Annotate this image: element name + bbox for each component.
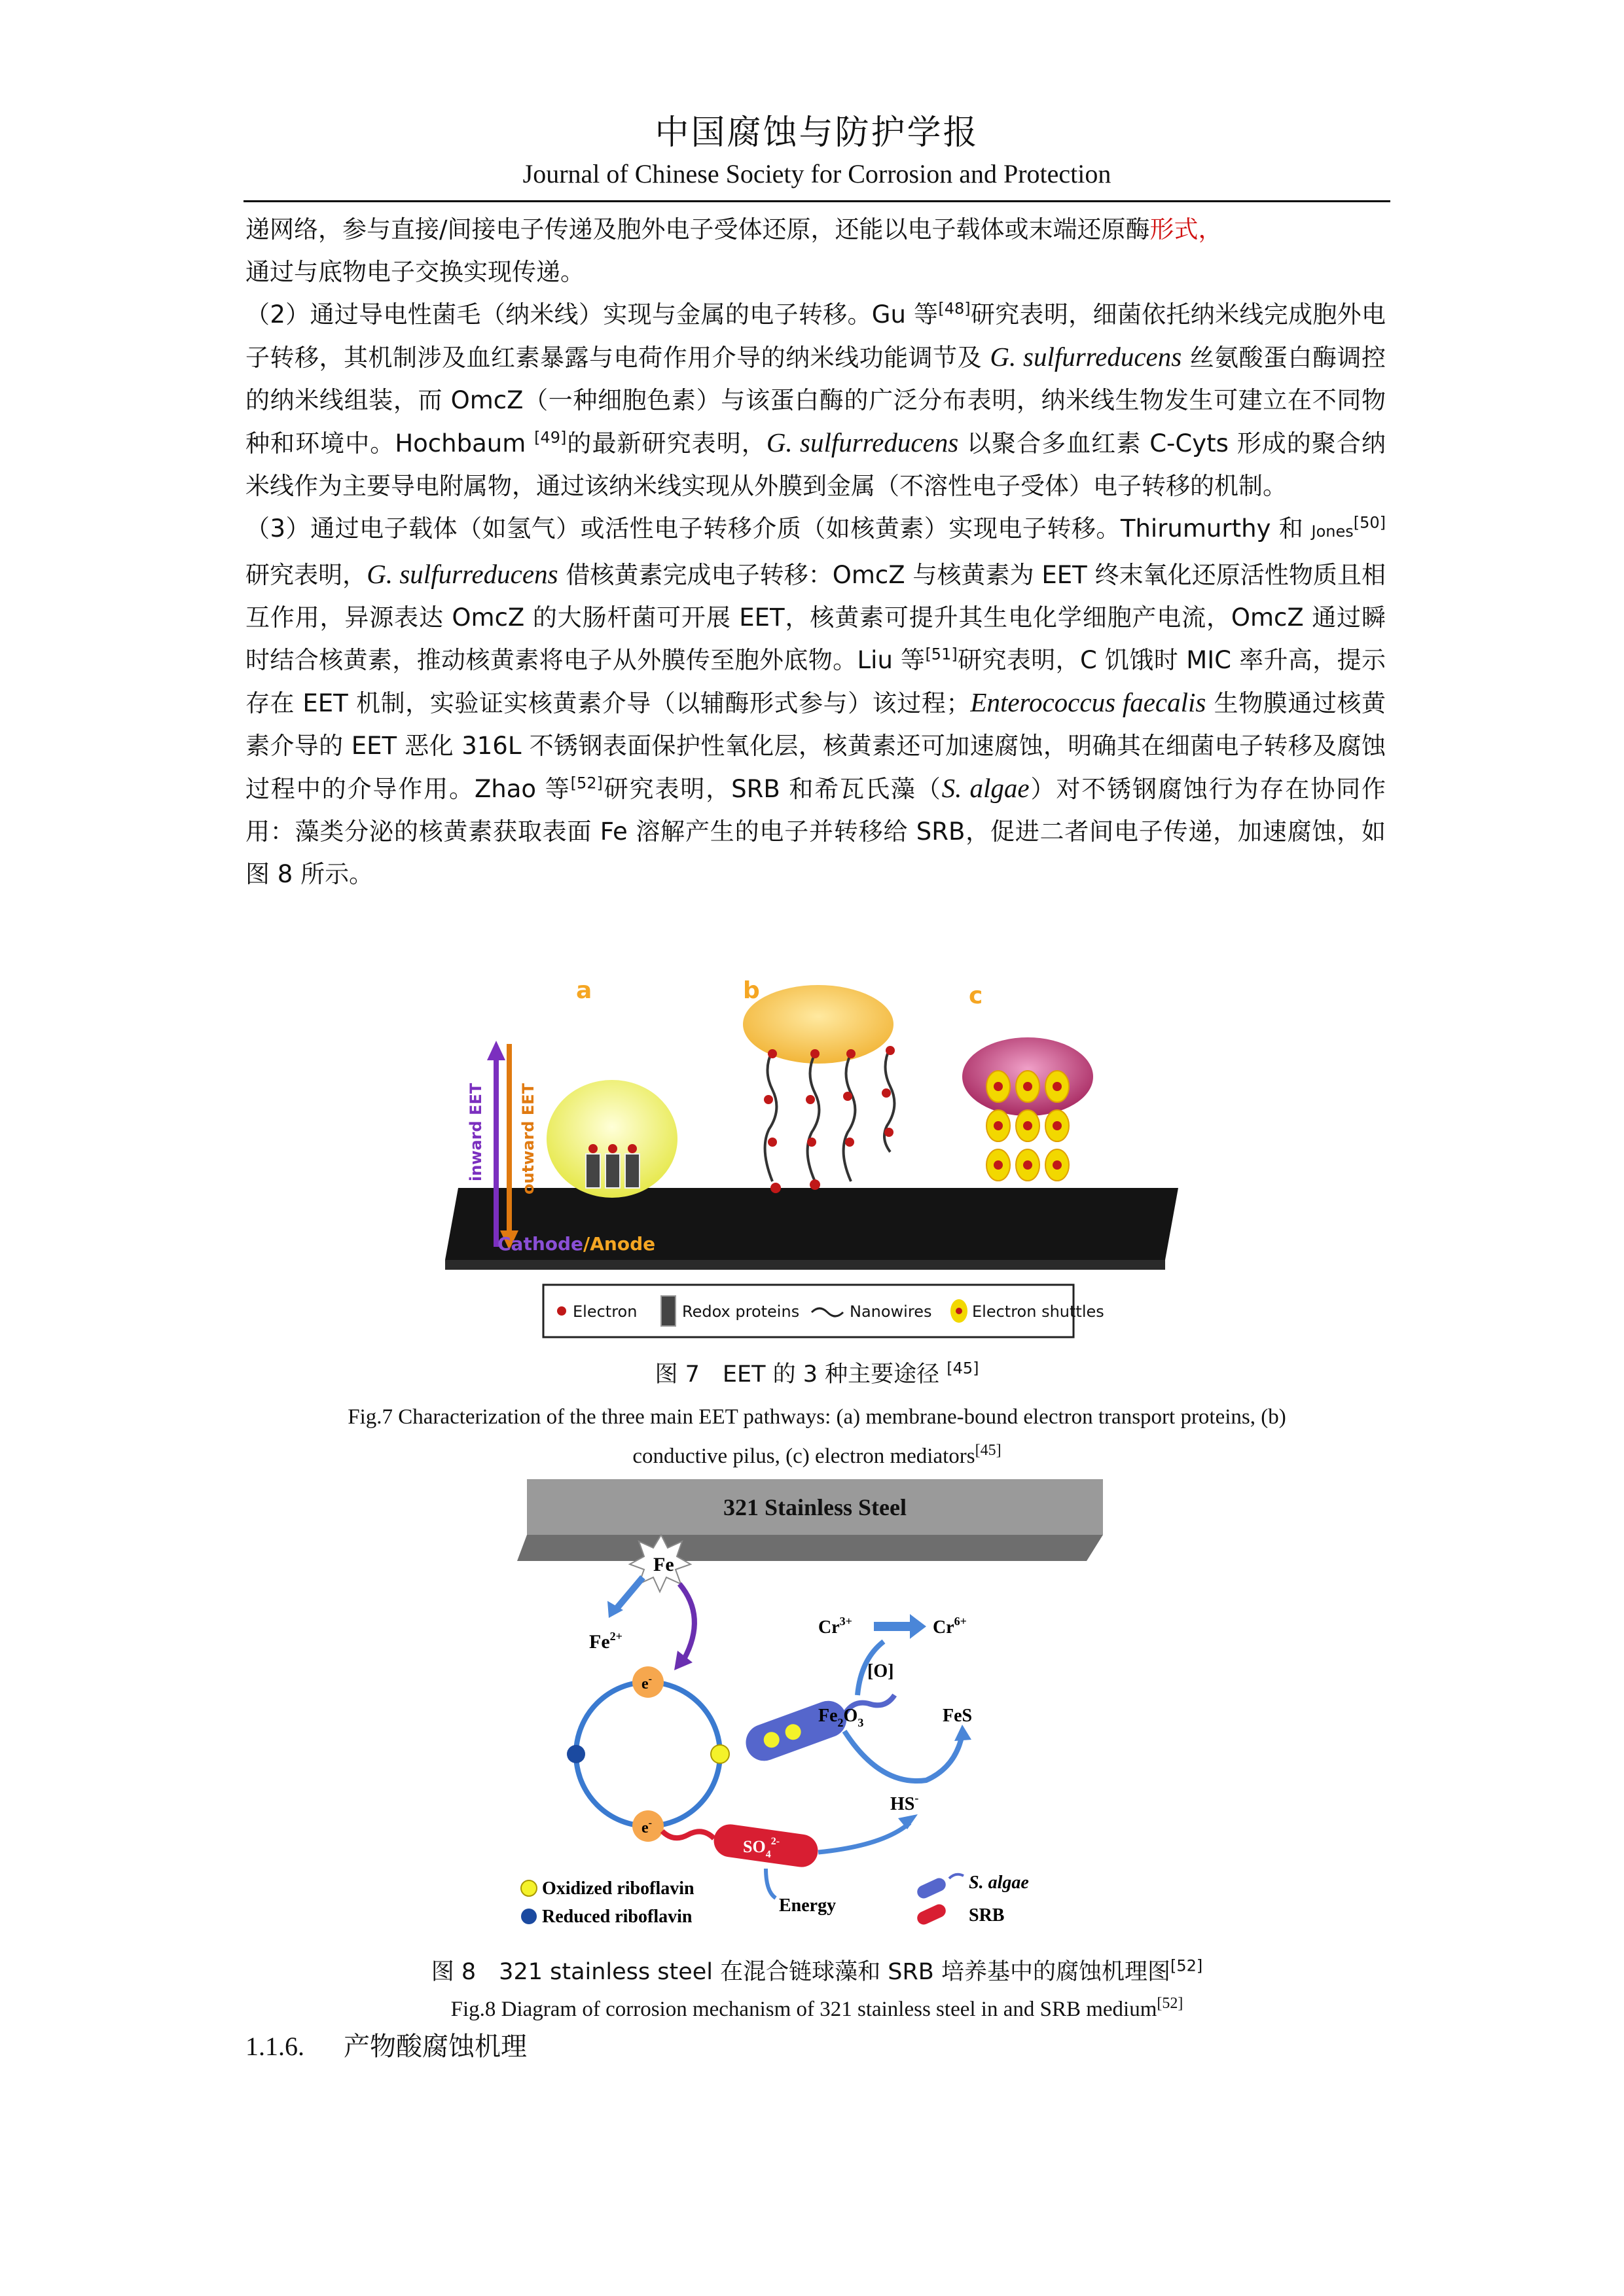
panel-b-label: b <box>743 977 760 1004</box>
paragraph-2 <box>245 507 1386 895</box>
legend-redox: Redox proteins <box>682 1302 800 1321</box>
journal-title-cn: 中国腐蚀与防护学报 <box>655 113 979 152</box>
citation: [49] <box>534 428 567 447</box>
text-run: （3）通过电子载体（如氢气）或活性电子转移介质（如核黄素）实现电子转移。Thirumurthy 和 <box>245 514 1312 543</box>
citation: [52] <box>570 774 603 793</box>
cr6-label: $Cr^{6+}$ <box>933 1615 967 1638</box>
fig8-caption-en <box>244 1990 1390 2029</box>
text-run: 生物膜通过核黄素介导的 EET 恶化 316L 不锈钢表面保护性氧化层，核黄素还可加速腐蚀，明确其在细菌电子转移及腐蚀过程中的介导作用。Zhao 等 <box>245 689 1386 803</box>
electron-top-label: e- <box>641 1674 652 1693</box>
electrode-label: Cathode/Anode <box>497 1233 656 1255</box>
citation: [50] <box>1353 513 1386 532</box>
legend-s-algae: S. algae <box>969 1873 1029 1893</box>
species-name: Enterococcus faecalis <box>970 687 1206 717</box>
fes-arrow <box>844 1731 962 1781</box>
purple-arrowhead <box>674 1651 693 1670</box>
electrode-slab-front <box>445 1260 1165 1270</box>
srb-icon <box>915 1902 948 1927</box>
text-run: 研究表明，细菌依托纳米线完成胞外电子转移，其机制涉及血红素暴露与电荷作用介导的纳米线功能调节及 <box>245 300 1386 372</box>
citation: [51] <box>925 645 958 664</box>
nanowire-electrons <box>764 1046 895 1193</box>
purple-arrow <box>679 1584 695 1659</box>
fe-label: Fe <box>653 1554 674 1575</box>
steel-label: 321 Stainless Steel <box>723 1494 907 1520</box>
oxidized-riboflavin-icon <box>521 1880 537 1896</box>
text-run: 研究表明，SRB 和希瓦氏藻（ <box>602 775 942 803</box>
hs-label: HS- <box>890 1791 919 1814</box>
journal-title-en: Journal of Chinese Society for Corrosion and Protection <box>522 159 1111 188</box>
legend-reduced: Reduced riboflavin <box>542 1907 693 1927</box>
fig7-caption-en <box>244 1397 1390 1476</box>
oxidized-riboflavin-dot <box>711 1745 729 1763</box>
electron-icon <box>557 1306 566 1316</box>
shuttle-icon-dot <box>956 1308 962 1314</box>
caption-text: Fig.8 Diagram of corrosion mechanism of 321 stainless steel in and SRB medium <box>450 1998 1157 2021</box>
citation: [52] <box>1157 1995 1183 2012</box>
legend-oxidized: Oxidized riboflavin <box>542 1878 695 1899</box>
fig8-caption-cn <box>244 1954 1390 1986</box>
citation: [52] <box>1170 1956 1203 1975</box>
species-name: G. sulfurreducens <box>766 427 959 457</box>
header-rule <box>244 200 1390 202</box>
species-name: G. sulfurreducens <box>990 342 1182 372</box>
s-algae-icon <box>915 1876 948 1901</box>
fe2-arrow <box>615 1577 643 1610</box>
energy-label: Energy <box>779 1895 837 1916</box>
journal-header <box>244 110 1390 192</box>
legend-electron: Electron <box>573 1302 638 1321</box>
fe2o3-label: $Fe_2O_3$ <box>818 1706 864 1729</box>
cr3-label: $Cr^{3+}$ <box>818 1615 852 1638</box>
text-run: 的最新研究表明， <box>566 429 767 457</box>
text-run: 研究表明，C 饥饿时 MIC 率升高，提示存在 EET 机制，实验证实核黄素介导（以辅酶形式参与）该过程； <box>245 646 1386 717</box>
riboflavin-cycle <box>576 1682 720 1826</box>
text-run: 递网络，参与直接/间接电子传递及胞外电子受体还原，还能以电子载体或末端还原酶 <box>245 215 1150 243</box>
caption-text: conductive pilus, (c) electron mediators <box>632 1444 975 1468</box>
text-run: 以聚合多血红素 C-Cyts 形成的聚合纳米线作为主要导电附属物，通过该纳米线实现从外膜到金属（不溶性电子受体）电子转移的机制。 <box>245 429 1386 500</box>
inward-arrowhead <box>487 1041 505 1060</box>
redox-protein-icon <box>661 1296 676 1326</box>
srb-bacterium <box>660 1815 820 1869</box>
cr-arrow <box>874 1614 926 1639</box>
figure-8 <box>517 1479 1113 1944</box>
fig7-caption-cn <box>244 1356 1390 1389</box>
legend-srb: SRB <box>969 1905 1005 1926</box>
citation: [45] <box>975 1442 1001 1459</box>
electron-bottom-label: e- <box>641 1818 652 1837</box>
text-run-small: Jones <box>1311 522 1354 541</box>
nanowires <box>765 1047 895 1181</box>
s-algae-icon-tail <box>949 1874 964 1878</box>
panel-c-label: c <box>969 982 983 1009</box>
paragraph-0 <box>245 208 1386 293</box>
fe2-label: $Fe^{2+}$ <box>589 1630 623 1653</box>
figure-7 <box>445 972 1185 1352</box>
o-label: [O] <box>867 1661 894 1681</box>
caption-text: 图 7 EET 的 3 种主要途径 <box>655 1361 940 1388</box>
outward-label: outward EET <box>519 1083 537 1194</box>
reduced-riboflavin-icon <box>521 1909 537 1924</box>
electron-shuttles <box>986 1071 1069 1181</box>
hs-arrow <box>818 1823 910 1852</box>
text-run: ）对不锈钢腐蚀行为存在协同作用：藻类分泌的核黄素获取表面 Fe 溶解产生的电子并转移给 SRB，促进二者间电子传递，加速腐蚀，如图 8 所示。 <box>245 775 1386 888</box>
inward-label: inward EET <box>467 1083 485 1181</box>
text-run: 研究表明， <box>245 561 367 589</box>
body-text <box>245 208 1386 895</box>
text-run-red: 形式， <box>1149 215 1223 243</box>
legend-shuttles: Electron shuttles <box>972 1302 1104 1321</box>
text-run: 通过与底物电子交换实现传递。 <box>245 258 585 286</box>
caption-text: 图 8 321 stainless steel 在混合链球藻和 SRB 培养基中的腐蚀机理图 <box>431 1959 1170 1985</box>
energy-arrow <box>766 1869 776 1898</box>
text-run: 借核黄素完成电子转移：OmcZ 与核黄素为 EET 终末氧化还原活性物质且相互作用，异源表达 OmcZ 的大肠杆菌可开展 EET，核黄素可提升其生电化学细胞产电流，OmcZ 通过瞬时结合核黄素，推动核黄素将电子从外膜传至胞外底物。Liu 等 <box>245 561 1386 674</box>
citation: [45] <box>947 1359 979 1378</box>
species-name: G. sulfurreducens <box>367 559 558 589</box>
so4-label: $SO_4^{2-}$ <box>743 1836 780 1860</box>
reduced-riboflavin-dot <box>567 1745 585 1763</box>
species-name: S. algae <box>941 773 1030 803</box>
section-heading <box>245 2026 527 2063</box>
steel-plate-bottom <box>517 1535 1103 1561</box>
section-title: 产物酸腐蚀机理 <box>344 2032 527 2062</box>
redox-proteins <box>586 1144 640 1188</box>
citation: [48] <box>938 299 971 318</box>
fes-label: FeS <box>943 1706 973 1726</box>
text-run: （2）通过导电性菌毛（纳米线）实现与金属的电子转移。Gu 等 <box>245 300 939 329</box>
fes-arrowhead <box>954 1725 971 1741</box>
legend-nanowires: Nanowires <box>850 1302 932 1321</box>
caption-text: Fig.7 Characterization of the three main EET pathways: (a) membrane-bound electron transport proteins, (b) <box>348 1405 1286 1429</box>
text-run: 丝氨酸蛋白酶调控的纳米线组装，而 OmcZ（一种细胞色素）与该蛋白酶的广泛分布表明，纳米线生物发生可建立在不同物种和环境中。Hochbaum <box>245 344 1386 457</box>
paragraph-1 <box>245 293 1386 507</box>
section-number: 1.1.6. <box>245 2032 304 2061</box>
panel-a-label: a <box>576 977 592 1004</box>
